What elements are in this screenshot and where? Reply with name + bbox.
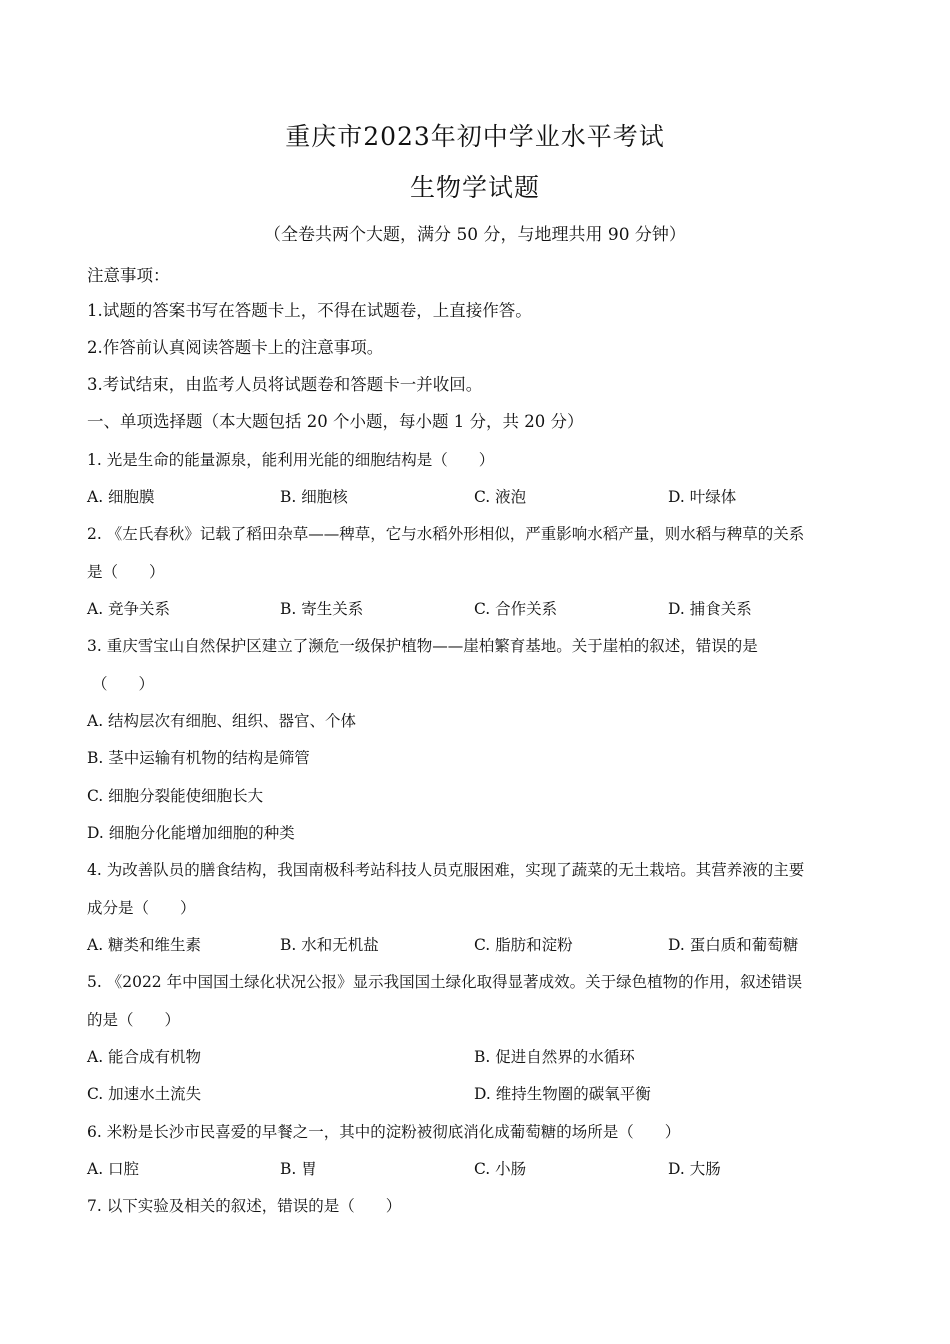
notice-item-3: 3.考试结束，由监考人员将试题卷和答题卡一并收回。	[87, 375, 483, 394]
question-4-cont: 成分是（ ）	[87, 899, 196, 917]
question-3-cont: （ ）	[92, 675, 155, 693]
question-2: 2. 《左氏春秋》记载了稻田杂草——稗草，它与水稻外形相似，严重影响水稻产量，则水稻与稗草的关系	[87, 525, 805, 543]
q1-option-a: A. 细胞膜	[87, 488, 155, 506]
q1-option-d: D. 叶绿体	[668, 488, 737, 506]
q3-option-d: D. 细胞分化能增加细胞的种类	[87, 824, 295, 842]
q3-option-b: B. 茎中运输有机物的结构是筛管	[87, 749, 310, 767]
q2-option-c: C. 合作关系	[474, 600, 558, 618]
q5-option-d: D. 维持生物圈的碳氧平衡	[474, 1085, 651, 1103]
question-1: 1. 光是生命的能量源泉，能利用光能的细胞结构是（ ）	[87, 451, 495, 469]
question-5: 5. 《2022 年中国国土绿化状况公报》显示我国国土绿化取得显著成效。关于绿色植物的作用，叙述错误	[87, 973, 803, 991]
q6-option-c: C. 小肠	[474, 1160, 527, 1178]
question-2-cont: 是（ ）	[87, 563, 165, 581]
notice-heading: 注意事项：	[87, 266, 170, 285]
q2-option-a: A. 竞争关系	[87, 600, 171, 618]
q5-option-a: A. 能合成有机物	[87, 1048, 202, 1066]
q4-option-c: C. 脂肪和淀粉	[474, 936, 573, 954]
q3-option-c: C. 细胞分裂能使细胞长大	[87, 787, 264, 805]
question-3: 3. 重庆雪宝山自然保护区建立了濒危一级保护植物——崖柏繁育基地。关于崖柏的叙述，错误的是	[87, 637, 758, 655]
q6-option-a: A. 口腔	[87, 1160, 140, 1178]
q2-option-d: D. 捕食关系	[668, 600, 752, 618]
question-4: 4. 为改善队员的膳食结构，我国南极科考站科技人员克服困难，实现了蔬菜的无土栽培。其营养液的主要	[87, 861, 805, 879]
q4-option-a: A. 糖类和维生素	[87, 936, 202, 954]
exam-title: 重庆市2023年初中学业水平考试	[285, 122, 665, 151]
q1-option-c: C. 液泡	[474, 488, 527, 506]
question-6: 6. 米粉是长沙市民喜爱的早餐之一，其中的淀粉被彻底消化成葡萄糖的场所是（ ）	[87, 1123, 681, 1141]
q4-option-d: D. 蛋白质和葡萄糖	[668, 936, 799, 954]
notice-item-1: 1.试题的答案书写在答题卡上，不得在试题卷，上直接作答。	[87, 301, 532, 320]
section-heading: 一、单项选择题（本大题包括 20 个小题，每小题 1 分，共 20 分）	[87, 412, 584, 431]
q6-option-d: D. 大肠	[668, 1160, 721, 1178]
q2-option-b: B. 寄生关系	[280, 600, 364, 618]
q3-option-a: A. 结构层次有细胞、组织、器官、个体	[87, 712, 357, 730]
q6-option-b: B. 胃	[280, 1160, 317, 1178]
q1-option-b: B. 细胞核	[280, 488, 348, 506]
q4-option-b: B. 水和无机盐	[280, 936, 379, 954]
q5-option-b: B. 促进自然界的水循环	[474, 1048, 635, 1066]
question-7: 7. 以下实验及相关的叙述，错误的是（ ）	[87, 1197, 402, 1215]
notice-item-2: 2.作答前认真阅读答题卡上的注意事项。	[87, 338, 384, 357]
exam-subtitle: 生物学试题	[409, 173, 540, 202]
question-5-cont: 的是（ ）	[87, 1011, 181, 1029]
q5-option-c: C. 加速水土流失	[87, 1085, 202, 1103]
exam-note: （全卷共两个大题，满分 50 分，与地理共用 90 分钟）	[264, 225, 686, 245]
